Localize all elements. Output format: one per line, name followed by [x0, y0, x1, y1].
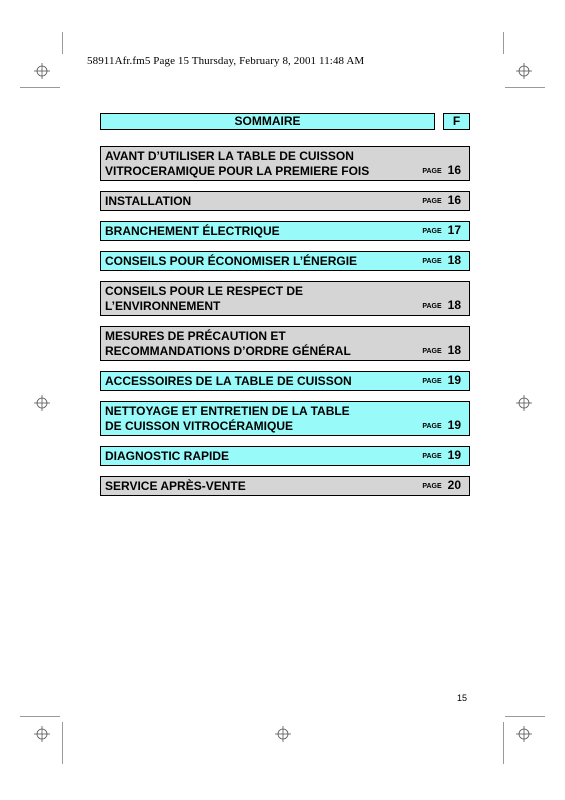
toc-entry-page-number: 19: [447, 418, 461, 432]
toc-entry-title-line: AVANT D’UTILISER LA TABLE DE CUISSON: [105, 149, 354, 163]
toc-entry[interactable]: [100, 401, 470, 436]
toc-entry-page-number: 17: [447, 223, 461, 237]
toc-entry-title: [105, 149, 463, 179]
registration-mark-icon: [34, 726, 50, 742]
toc-entry-page-ref: [422, 253, 461, 269]
table-of-contents: [100, 146, 470, 496]
toc-entry-title-line: CONSEILS POUR ÉCONOMISER L’ÉNERGIE: [105, 254, 358, 268]
toc-entry-title-line: L’ENVIRONNEMENT: [105, 299, 221, 313]
toc-entry-page-ref: [422, 193, 461, 209]
toc-entry[interactable]: [100, 146, 470, 181]
language-code-badge: F: [443, 113, 470, 130]
toc-entry-page-ref: [422, 223, 461, 239]
toc-entry-title-line: DIAGNOSTIC RAPIDE: [105, 449, 230, 463]
toc-entry-page-number: 18: [447, 298, 461, 312]
toc-entry-page-ref: [422, 163, 461, 179]
page-word: PAGE: [422, 423, 442, 430]
registration-mark-icon: [34, 395, 50, 411]
registration-mark-icon: [275, 726, 291, 742]
page-word: PAGE: [422, 168, 442, 175]
registration-mark-icon: [34, 63, 50, 79]
toc-entry-title-line: MESURES DE PRÉCAUTION ET: [105, 329, 286, 343]
toc-entry-page-number: 20: [447, 478, 461, 492]
toc-entry-title-line: DE CUISSON VITROCÉRAMIQUE: [105, 419, 294, 433]
toc-entry-title: [105, 224, 463, 239]
toc-entry-title: [105, 479, 463, 494]
page-word: PAGE: [422, 483, 442, 490]
toc-entry[interactable]: [100, 371, 470, 391]
toc-entry-title: [105, 194, 463, 209]
crop-mark: [505, 716, 545, 717]
page-word: PAGE: [422, 228, 442, 235]
toc-entry-page-number: 18: [447, 343, 461, 357]
toc-entry-title: [105, 284, 463, 314]
toc-entry-page-number: 16: [447, 193, 461, 207]
toc-entry-title-line: RECOMMANDATIONS D’ORDRE GÉNÉRAL: [105, 344, 351, 358]
crop-mark: [503, 32, 504, 54]
crop-mark: [20, 87, 60, 88]
page-word: PAGE: [422, 258, 442, 265]
registration-mark-icon: [516, 726, 532, 742]
toc-entry-page-ref: [422, 373, 461, 389]
toc-entry-title-line: NETTOYAGE ET ENTRETIEN DE LA TABLE: [105, 404, 350, 418]
registration-mark-icon: [516, 395, 532, 411]
toc-entry-page-ref: [422, 418, 461, 434]
page-word: PAGE: [422, 453, 442, 460]
toc-entry[interactable]: [100, 446, 470, 466]
toc-entry-page-ref: [422, 298, 461, 314]
toc-entry[interactable]: [100, 476, 470, 496]
toc-entry-page-number: 19: [447, 448, 461, 462]
toc-entry[interactable]: [100, 191, 470, 211]
page-word: PAGE: [422, 303, 442, 310]
page-word: PAGE: [422, 198, 442, 205]
page-number: 15: [457, 693, 468, 703]
file-info-header: 58911Afr.fm5 Page 15 Thursday, February 8, 2001 11:48 AM: [87, 55, 365, 67]
toc-entry-title-line: SERVICE APRÈS-VENTE: [105, 479, 246, 493]
toc-entry-title: [105, 254, 463, 269]
toc-entry-page-number: 18: [447, 253, 461, 267]
page-word: PAGE: [422, 378, 442, 385]
toc-title: SOMMAIRE: [100, 113, 435, 130]
toc-entry[interactable]: [100, 251, 470, 271]
toc-entry-page-ref: [422, 478, 461, 494]
toc-entry-page-number: 16: [447, 163, 461, 177]
toc-entry-title-line: CONSEILS POUR LE RESPECT DE: [105, 284, 304, 298]
crop-mark: [505, 87, 545, 88]
page-word: PAGE: [422, 348, 442, 355]
toc-entry-title: [105, 329, 463, 359]
toc-entry-page-number: 19: [447, 373, 461, 387]
toc-entry-title-line: VITROCERAMIQUE POUR LA PREMIERE FOIS: [105, 164, 370, 178]
toc-entry[interactable]: [100, 221, 470, 241]
toc-entry-title-line: BRANCHEMENT ÉLECTRIQUE: [105, 224, 280, 238]
toc-entry-title: [105, 374, 463, 389]
registration-mark-icon: [516, 63, 532, 79]
toc-entry-title: [105, 449, 463, 464]
crop-mark: [20, 716, 60, 717]
toc-entry-title-line: INSTALLATION: [105, 194, 192, 208]
toc-entry-page-ref: [422, 343, 461, 359]
crop-mark: [62, 32, 63, 54]
crop-mark: [62, 722, 63, 764]
toc-entry[interactable]: [100, 326, 470, 361]
toc-entry-title: [105, 404, 463, 434]
crop-mark: [503, 722, 504, 764]
toc-entry[interactable]: [100, 281, 470, 316]
toc-entry-title-line: ACCESSOIRES DE LA TABLE DE CUISSON: [105, 374, 352, 388]
toc-entry-page-ref: [422, 448, 461, 464]
